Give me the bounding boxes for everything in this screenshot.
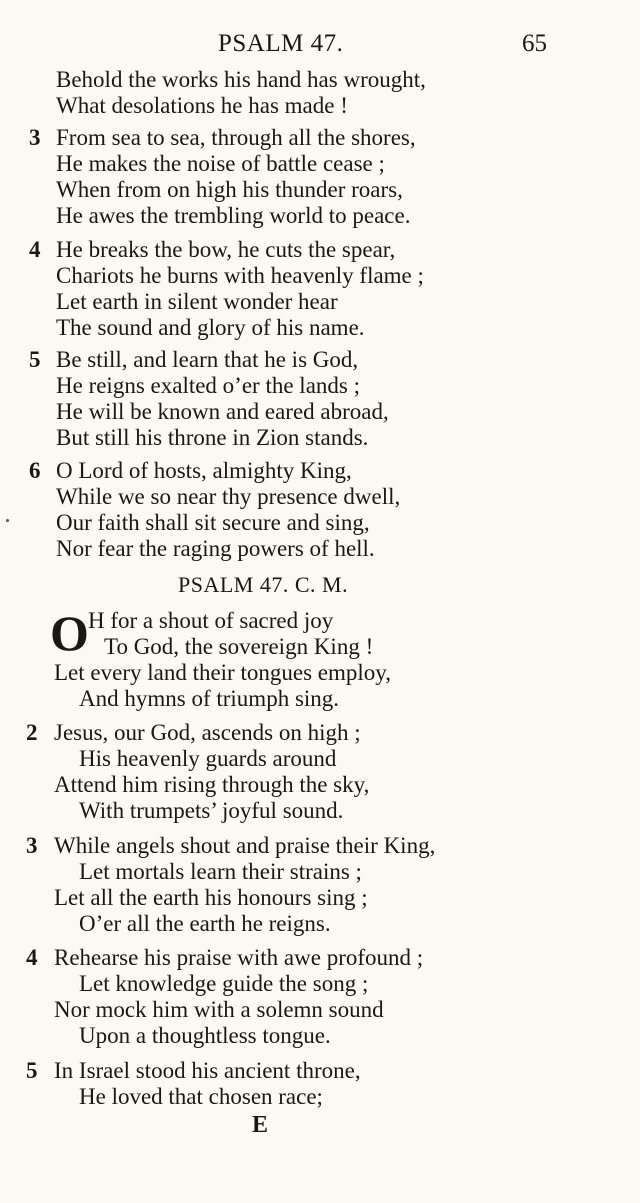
hymn-line: To God, the sovereign King ! <box>104 634 374 659</box>
hymn-line: With trumpets’ joyful sound. <box>79 798 344 823</box>
section-heading: PSALM 47. C. M. <box>178 572 349 597</box>
hymn-line: Let mortals learn their strains ; <box>79 859 362 884</box>
hymn-line: The sound and glory of his name. <box>56 315 365 340</box>
hymn-line: He loved that chosen race; <box>79 1084 323 1109</box>
drop-cap: O <box>50 605 89 661</box>
page-number: 65 <box>522 30 547 57</box>
hymn-line: He reigns exalted o’er the lands ; <box>56 373 360 398</box>
hymn-line: Nor fear the raging powers of hell. <box>56 536 375 561</box>
hymn-line: What desolations he has made ! <box>56 93 348 118</box>
stanza-number: 3 <box>26 833 38 858</box>
hymn-line: Let every land their tongues employ, <box>54 660 392 685</box>
hymn-line: His heavenly guards around <box>79 746 337 771</box>
hymn-line: Jesus, our God, ascends on high ; <box>54 720 361 745</box>
stanza-number: 4 <box>29 237 41 262</box>
hymn-line: When from on high his thunder roars, <box>56 177 403 202</box>
hymn-line: Behold the works his hand has wrought, <box>56 67 426 92</box>
hymn-line: He awes the trembling world to peace. <box>56 203 411 228</box>
hymn-line: Our faith shall sit secure and sing, <box>56 510 370 535</box>
hymn-line: While we so near thy presence dwell, <box>56 484 401 509</box>
hymn-line: Upon a thoughtless tongue. <box>79 1023 331 1048</box>
signature-mark: E <box>252 1112 269 1138</box>
running-title: PSALM 47. <box>218 30 344 57</box>
hymn-line: In Israel stood his ancient throne, <box>54 1058 361 1083</box>
hymn-line: Let earth in silent wonder hear <box>56 289 338 314</box>
hymn-line: Let knowledge guide the song ; <box>79 971 369 996</box>
hymn-line: He breaks the bow, he cuts the spear, <box>56 237 396 262</box>
hymn-line: O Lord of hosts, almighty King, <box>56 458 352 483</box>
stanza-number: 4 <box>26 945 38 970</box>
hymn-line: Attend him rising through the sky, <box>54 772 370 797</box>
stanza-number: 6 <box>29 458 41 483</box>
stanza-number: 2 <box>26 720 38 745</box>
hymn-line: And hymns of triumph sing. <box>79 686 340 711</box>
hymn-line: O’er all the earth he reigns. <box>79 911 331 936</box>
hymn-line: From sea to sea, through all the shores, <box>56 125 416 150</box>
hymn-line: Be still, and learn that he is God, <box>56 347 359 372</box>
hymn-line: H for a shout of sacred joy <box>88 608 334 633</box>
running-header <box>0 30 640 62</box>
hymn-line: While angels shout and praise their King, <box>54 833 436 858</box>
hymn-line: He makes the noise of battle cease ; <box>56 151 385 176</box>
hymn-line: Nor mock him with a solemn sound <box>54 997 384 1022</box>
hymn-line: Chariots he burns with heavenly flame ; <box>56 263 424 288</box>
stanza-number: 5 <box>29 347 41 372</box>
hymn-line: Rehearse his praise with awe profound ; <box>54 945 424 970</box>
hymn-line: But still his throne in Zion stands. <box>56 425 369 450</box>
print-speck <box>6 519 9 522</box>
hymn-line: He will be known and eared abroad, <box>56 399 389 424</box>
stanza-number: 3 <box>29 125 41 150</box>
hymn-line: Let all the earth his honours sing ; <box>54 885 368 910</box>
stanza-number: 5 <box>26 1058 38 1083</box>
